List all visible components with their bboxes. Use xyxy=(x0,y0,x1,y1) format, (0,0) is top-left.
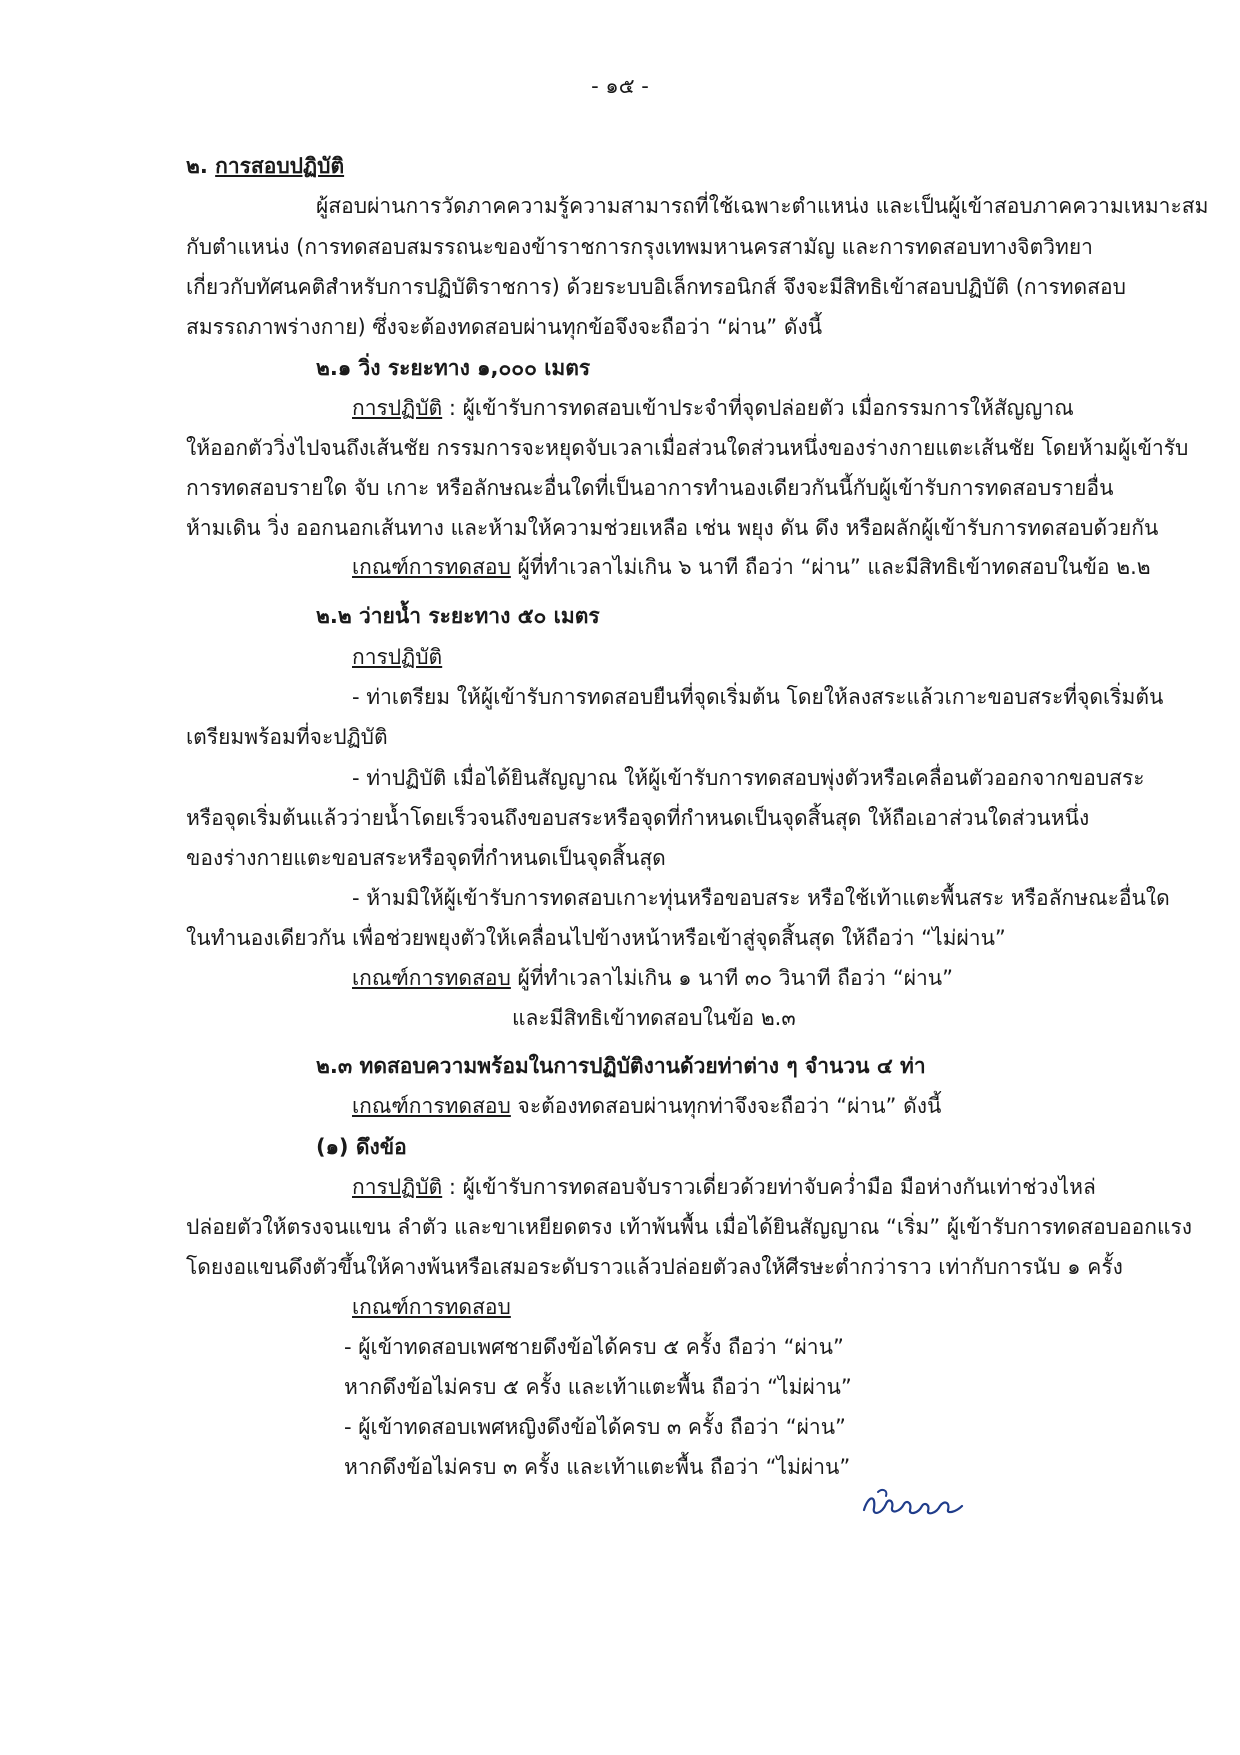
section-heading xyxy=(186,152,344,180)
practice-line: การทดสอบรายใด จับ เกาะ หรือลักษณะอื่นใดที่เป็นอาการทำนองเดียวกันนี้กับผู้เข้ารับการทดสอบรายอื่น xyxy=(186,476,1114,500)
intro-line: ผู้สอบผ่านการวัดภาคความรู้ความสามารถที่ใช้เฉพาะตำแหน่ง และเป็นผู้เข้าสอบภาคความเหมาะสม xyxy=(316,194,1209,218)
criteria-label: เกณฑ์การทดสอบ xyxy=(352,555,511,579)
intro-line: สมรรถภาพร่างกาย) ซึ่งจะต้องทดสอบผ่านทุกข้อจึงจะถือว่า “ผ่าน” ดังนี้ xyxy=(186,315,823,339)
criteria-line xyxy=(352,553,1151,581)
section-number: ๒. xyxy=(186,154,208,178)
section-title: การสอบปฏิบัติ xyxy=(215,154,345,178)
intro-line: กับตำแหน่ง (การทดสอบสมรรถนะของข้าราชการกรุงเทพมหานครสามัญ และการทดสอบทางจิตวิทยา xyxy=(186,235,1093,259)
subsection-heading: ๒.๓ ทดสอบความพร้อมในการปฏิบัติงานด้วยท่าต่าง ๆ จำนวน ๔ ท่า xyxy=(316,1054,926,1078)
practice-line: - ท่าปฏิบัติ เมื่อได้ยินสัญญาณ ให้ผู้เข้ารับการทดสอบพุ่งตัวหรือเคลื่อนตัวออกจากขอบสระ xyxy=(352,766,1145,790)
criteria-label: เกณฑ์การทดสอบ xyxy=(352,1094,511,1118)
practice-line: หรือจุดเริ่มต้นแล้วว่ายน้ำโดยเร็วจนถึงขอบสระหรือจุดที่กำหนดเป็นจุดสิ้นสุด ให้ถือเอาส่วนใดส่วนหนึ่ง xyxy=(186,806,1090,830)
practice-text: : ผู้เข้ารับการทดสอบจับราวเดี่ยวด้วยท่าจับคว่ำมือ มือห่างกันเท่าช่วงไหล่ xyxy=(442,1175,1096,1199)
practice-line: ปล่อยตัวให้ตรงจนแขน ลำตัว และขาเหยียดตรง เท้าพ้นพื้น เมื่อได้ยินสัญญาณ “เริ่ม” ผู้เข้ารับการทดสอบออกแรง xyxy=(186,1215,1193,1239)
criteria-line: และมีสิทธิเข้าทดสอบในข้อ ๒.๓ xyxy=(512,1006,796,1030)
practice-line: ห้ามเดิน วิ่ง ออกนอกเส้นทาง และห้ามให้ความช่วยเหลือ เช่น พยุง ดัน ดึง หรือผลักผู้เข้ารับการทดสอบด้วยกัน xyxy=(186,516,1159,540)
practice-line xyxy=(352,394,1074,422)
criteria-line: - ผู้เข้าทดสอบเพศหญิงดึงข้อได้ครบ ๓ ครั้ง ถือว่า “ผ่าน” xyxy=(344,1415,846,1439)
practice-line: ในทำนองเดียวกัน เพื่อช่วยพยุงตัวให้เคลื่อนไปข้างหน้าหรือเข้าสู่จุดสิ้นสุด ให้ถือว่า “ไม่ผ่าน” xyxy=(186,926,1006,950)
criteria-line: หากดึงข้อไม่ครบ ๓ ครั้ง และเท้าแตะพื้น ถือว่า “ไม่ผ่าน” xyxy=(344,1455,851,1479)
practice-line: ของร่างกายแตะขอบสระหรือจุดที่กำหนดเป็นจุดสิ้นสุด xyxy=(186,846,666,870)
criteria-text: จะต้องทดสอบผ่านทุกท่าจึงจะถือว่า “ผ่าน” ดังนี้ xyxy=(510,1094,942,1118)
practice-line: เตรียมพร้อมที่จะปฏิบัติ xyxy=(186,725,388,749)
criteria-label: เกณฑ์การทดสอบ xyxy=(352,966,511,990)
signature-mark xyxy=(858,1484,968,1524)
practice-text: : ผู้เข้ารับการทดสอบเข้าประจำที่จุดปล่อยตัว เมื่อกรรมการให้สัญญาณ xyxy=(442,396,1074,420)
item-heading: (๑) ดึงข้อ xyxy=(316,1135,407,1159)
practice-line: โดยงอแขนดึงตัวขึ้นให้คางพ้นหรือเสมอระดับราวแล้วปล่อยตัวลงให้ศีรษะต่ำกว่าราว เท่ากับการนับ ๑ ครั้ง xyxy=(186,1255,1123,1279)
criteria-line: - ผู้เข้าทดสอบเพศชายดึงข้อได้ครบ ๕ ครั้ง ถือว่า “ผ่าน” xyxy=(344,1335,844,1359)
criteria-line xyxy=(352,1092,941,1120)
criteria-text: ผู้ที่ทำเวลาไม่เกิน ๖ นาที ถือว่า “ผ่าน” และมีสิทธิเข้าทดสอบในข้อ ๒.๒ xyxy=(510,555,1151,579)
criteria-line xyxy=(352,964,953,992)
practice-line xyxy=(352,1173,1096,1201)
practice-line: - ห้ามมิให้ผู้เข้ารับการทดสอบเกาะทุ่นหรือขอบสระ หรือใช้เท้าแตะพื้นสระ หรือลักษณะอื่นใด xyxy=(352,886,1170,910)
practice-label: การปฏิบัติ xyxy=(352,396,443,420)
subsection-heading: ๒.๒ ว่ายน้ำ ระยะทาง ๕๐ เมตร xyxy=(316,604,600,628)
practice-label: การปฏิบัติ xyxy=(352,1175,443,1199)
page-number: - ๑๕ - xyxy=(591,74,649,98)
practice-label: การปฏิบัติ xyxy=(352,645,443,669)
intro-line: เกี่ยวกับทัศนคติสำหรับการปฏิบัติราชการ) ด้วยระบบอิเล็กทรอนิกส์ จึงจะมีสิทธิเข้าสอบปฏิบัติ (การทดสอบ xyxy=(186,275,1126,299)
subsection-heading: ๒.๑ วิ่ง ระยะทาง ๑,๐๐๐ เมตร xyxy=(316,356,591,380)
criteria-label: เกณฑ์การทดสอบ xyxy=(352,1295,511,1319)
criteria-text: ผู้ที่ทำเวลาไม่เกิน ๑ นาที ๓๐ วินาที ถือว่า “ผ่าน” xyxy=(510,966,954,990)
practice-line: ให้ออกตัววิ่งไปจนถึงเส้นชัย กรรมการจะหยุดจับเวลาเมื่อส่วนใดส่วนหนึ่งของร่างกายแตะเส้นชัย โดยห้ามผู้เข้ารับ xyxy=(186,436,1189,460)
practice-line: - ท่าเตรียม ให้ผู้เข้ารับการทดสอบยืนที่จุดเริ่มต้น โดยให้ลงสระแล้วเกาะขอบสระที่จุดเริ่มต้น xyxy=(352,685,1164,709)
criteria-line: หากดึงข้อไม่ครบ ๕ ครั้ง และเท้าแตะพื้น ถือว่า “ไม่ผ่าน” xyxy=(344,1375,852,1399)
